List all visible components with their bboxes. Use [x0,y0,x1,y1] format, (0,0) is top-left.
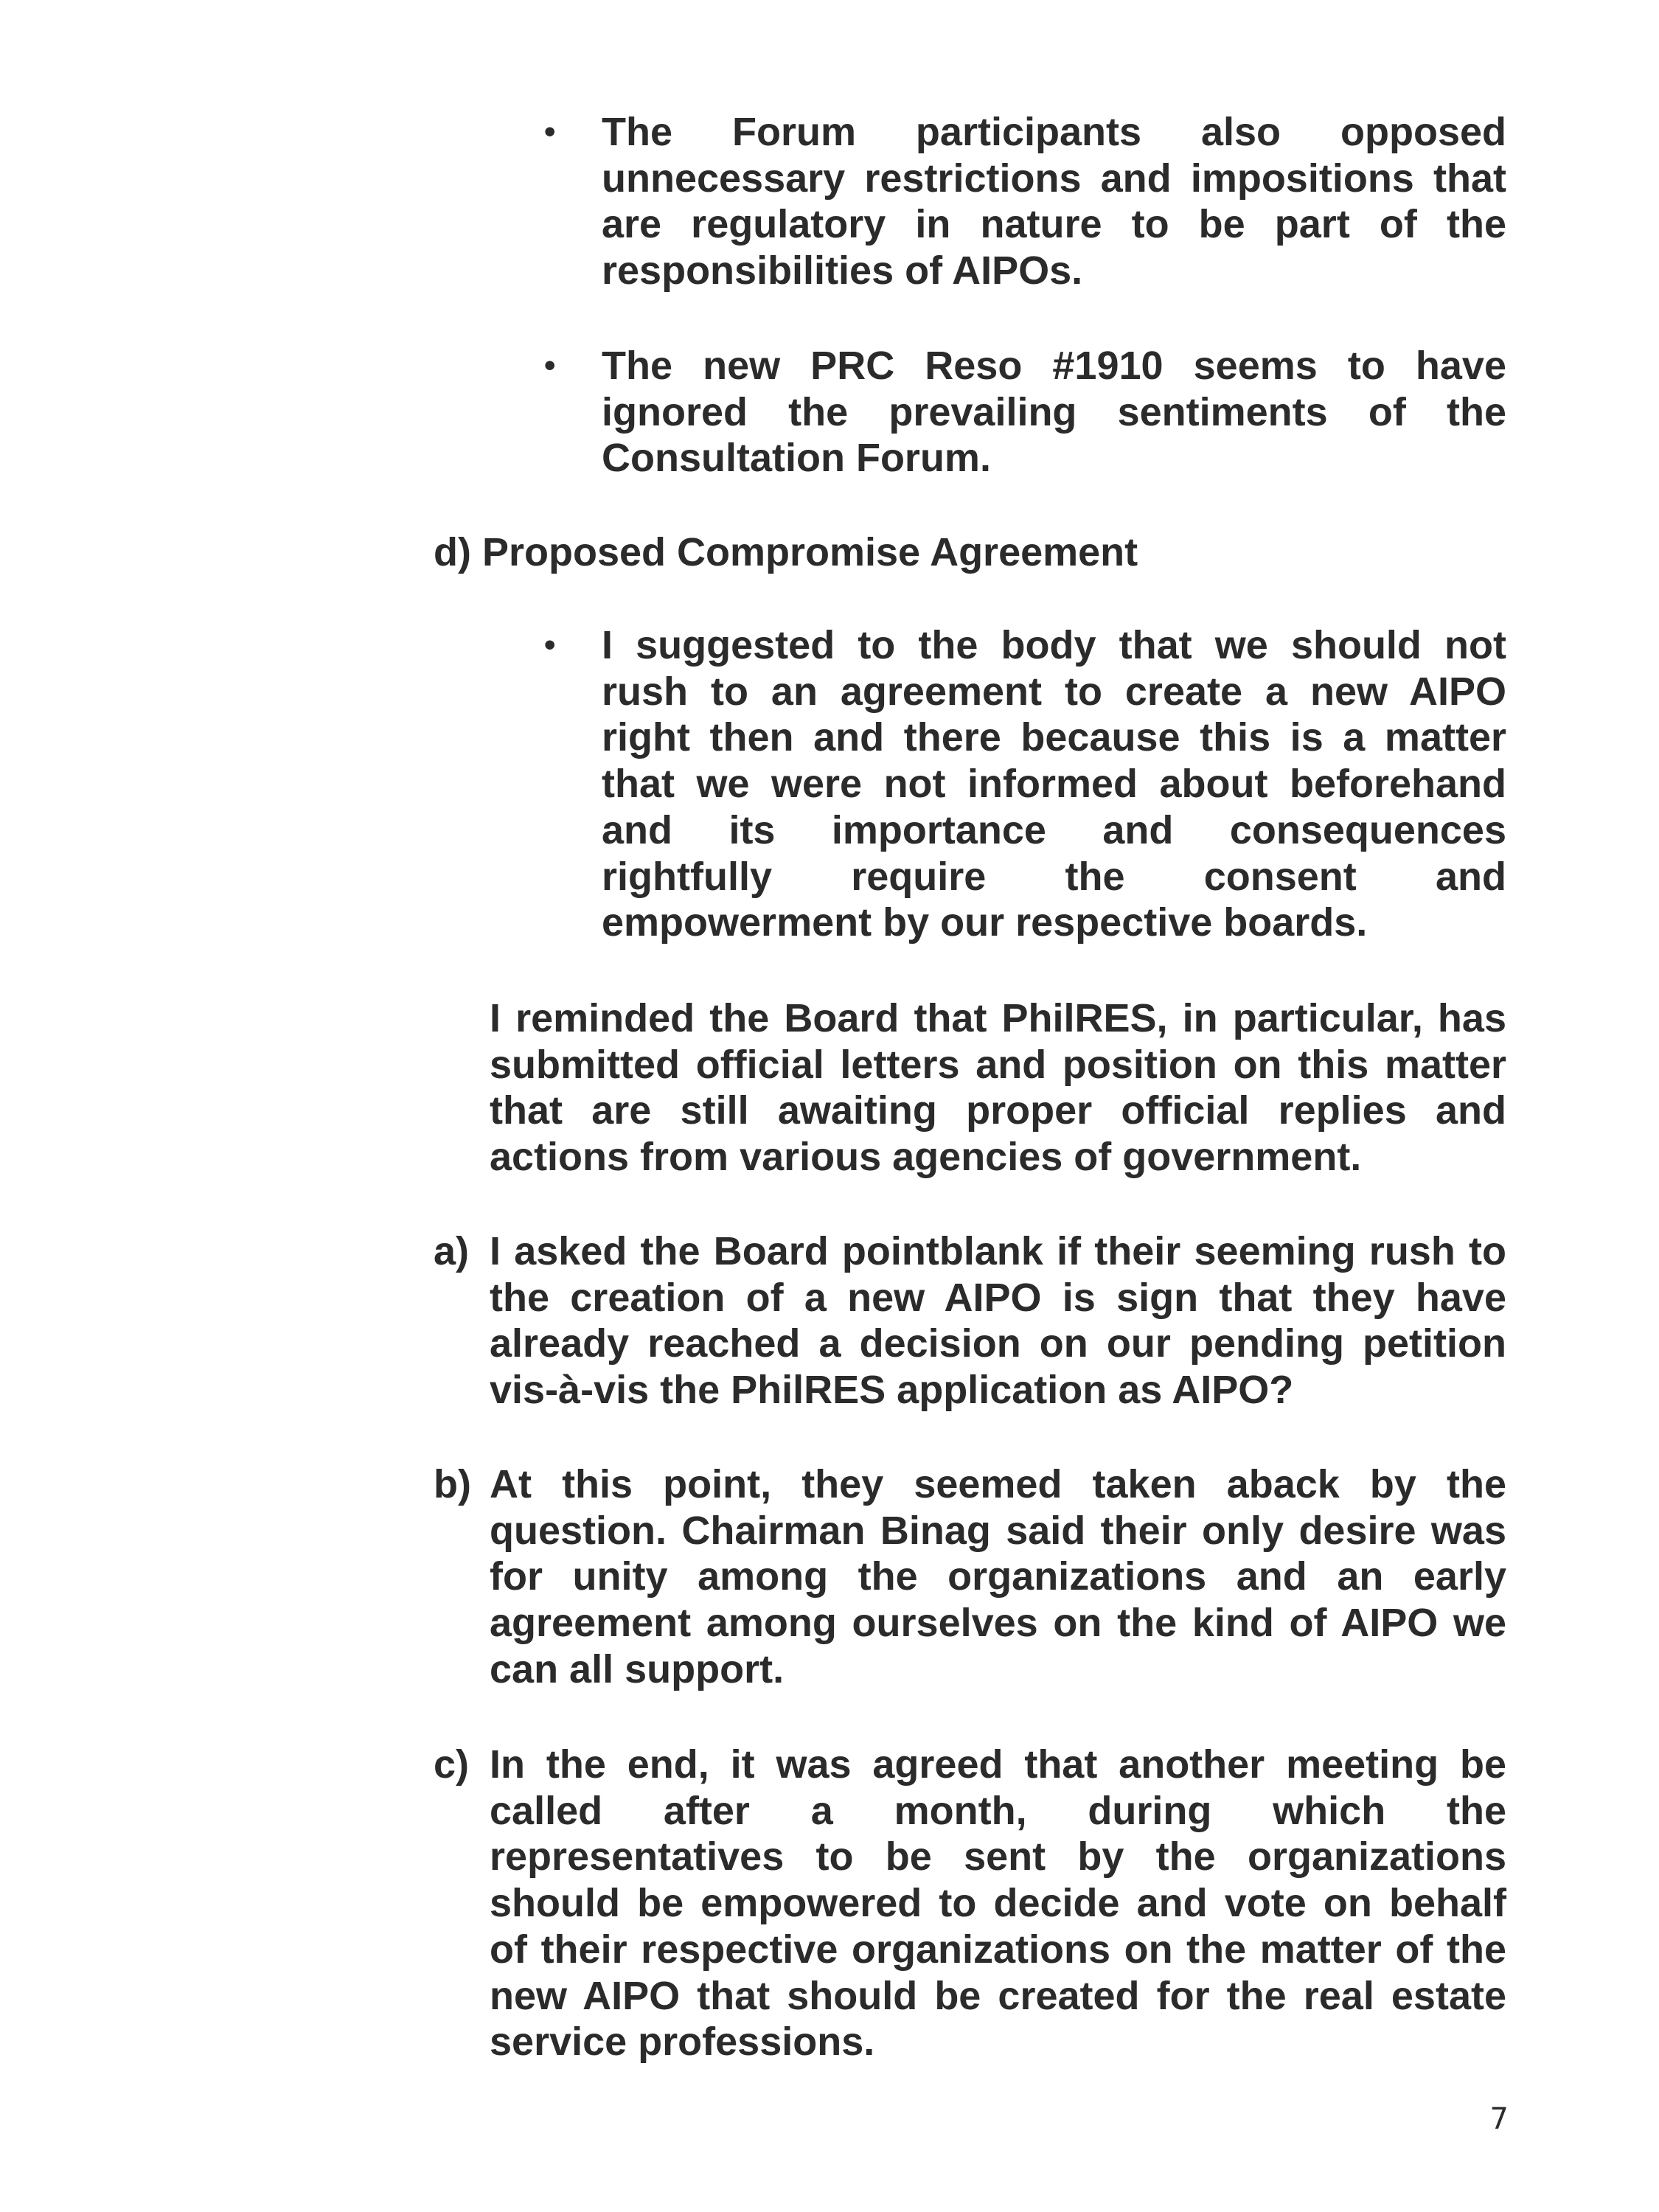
bullet-item [544,622,1506,946]
bullet-item [544,343,1506,481]
item-marker: a) [434,1229,470,1273]
paragraph: I reminded the Board that PhilRES, in particular, has submitted official letters and position on this matter that are still awaiting proper official replies and actions from various agencies of government. [490,996,1506,1180]
item-text: I asked the Board pointblank if their seeming rush to the creation of a new AIPO is sign that they have already reached a decision on our pending petition vis-à-vis the PhilRES application as AIPO? [490,1229,1506,1413]
section-heading: d) Proposed Compromise Agreement [434,530,1138,574]
item-text: At this point, they seemed taken aback by the question. Chairman Binag said their only desire was for unity among the organizations and an early agreement among ourselves on the kind of AIPO we can all support. [490,1462,1506,1691]
page-number: 7 [1489,2102,1509,2136]
item-marker: b) [434,1462,471,1506]
bullet-text: The new PRC Reso #1910 seems to have ignored the prevailing sentiments of the Consultation Forum. [602,344,1506,481]
bullet-item [544,109,1506,294]
bullet-text: The Forum participants also opposed unnecessary restrictions and impositions that are regulatory in nature to be part of the responsibilities of AIPOs. [602,110,1506,293]
item-marker: c) [434,1742,470,1787]
bullet-dot: • [544,627,556,663]
bullet-text: I suggested to the body that we should not rush to an agreement to create a new AIPO right then and there because this is a matter that we were not informed about beforehand and its importance and consequences rightfully require the consent and empowerment by our respective boards. [602,623,1506,945]
lettered-item [434,1228,1506,1413]
item-text: In the end, it was agreed that another meeting be called after a month, during which the representatives to be sent by the organizations should be empowered to decide and vote on behalf of their respective organizations on the matter of the new AIPO that should be created for the real estate service professions. [490,1742,1506,2065]
bullet-dot: • [544,114,556,150]
bullet-dot: • [544,347,556,383]
lettered-item [434,1461,1506,1693]
lettered-item [434,1742,1506,2065]
